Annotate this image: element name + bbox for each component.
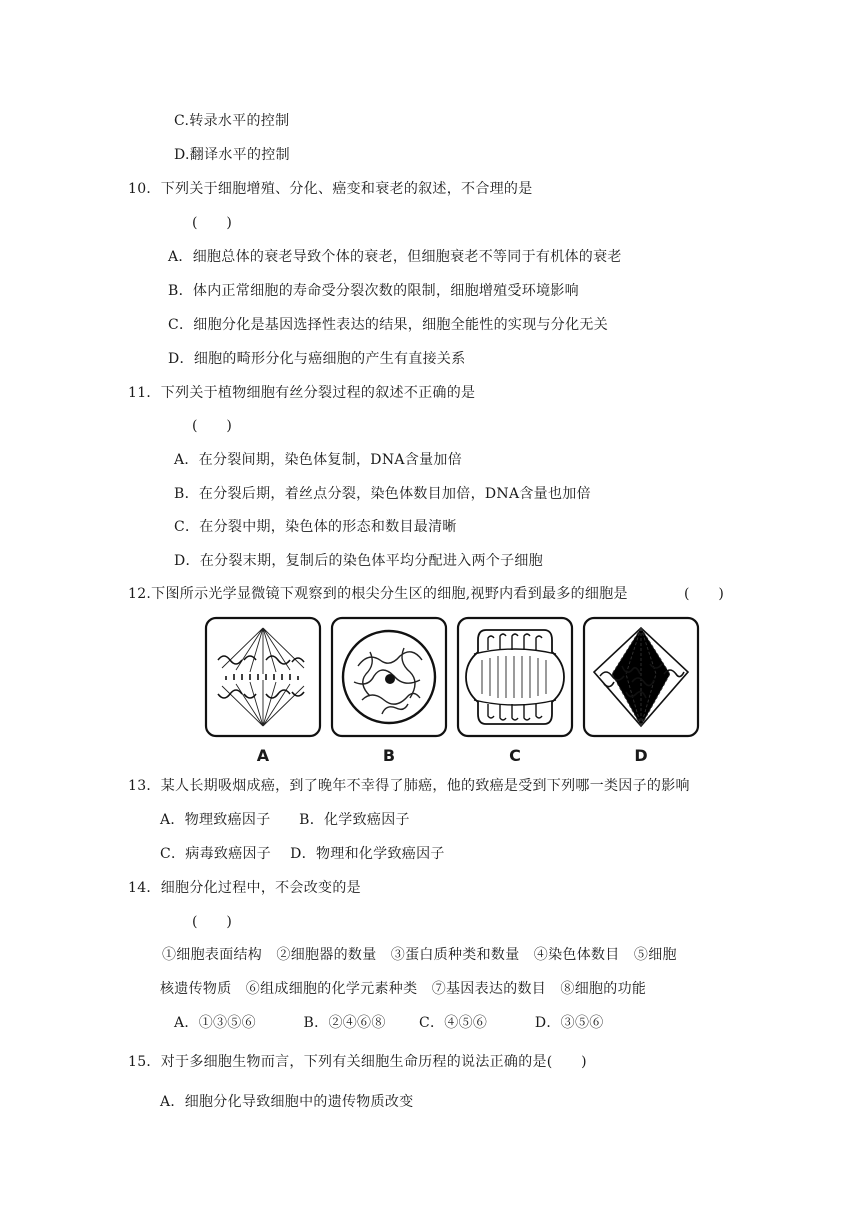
q11-option-c: C．在分裂中期，染色体的形态和数目最清晰 bbox=[174, 519, 457, 535]
q13-options-cd: C．病毒致癌因子 D．物理和化学致癌因子 bbox=[160, 846, 445, 862]
cell-diagram-d bbox=[582, 616, 700, 765]
q14-answer-paren: ( ) bbox=[192, 914, 233, 930]
q12-stem: 12.下图所示光学显微镜下观察到的根尖分生区的细胞,视野内看到最多的细胞是 bbox=[128, 586, 628, 602]
q12-answer-paren: ( ) bbox=[684, 586, 725, 602]
q14-options: A．①③⑤⑥ B．②④⑥⑧ C．④⑤⑥ D．③⑤⑥ bbox=[174, 1015, 604, 1031]
q13-options-ab: A．物理致癌因子 B．化学致癌因子 bbox=[160, 812, 410, 828]
q9-option-c: C.转录水平的控制 bbox=[174, 113, 290, 129]
mitosis-figure bbox=[200, 616, 720, 766]
q10-option-b: B．体内正常细胞的寿命受分裂次数的限制，细胞增殖受环境影响 bbox=[168, 283, 579, 299]
q11-option-a: A．在分裂间期，染色体复制，DNA含量加倍 bbox=[174, 452, 462, 468]
q9-option-d: D.翻译水平的控制 bbox=[174, 147, 290, 163]
q10-stem: 10．下列关于细胞增殖、分化、癌变和衰老的叙述，不合理的是 bbox=[128, 181, 533, 197]
q11-option-b: B．在分裂后期，着丝点分裂，染色体数目加倍，DNA含量也加倍 bbox=[174, 486, 591, 502]
q10-option-c: C．细胞分化是基因选择性表达的结果，细胞全能性的实现与分化无关 bbox=[168, 317, 609, 333]
q15-stem: 15．对于多细胞生物而言，下列有关细胞生命历程的说法正确的是( ) bbox=[128, 1054, 587, 1070]
q10-option-d: D．细胞的畸形分化与癌细胞的产生有直接关系 bbox=[168, 351, 466, 367]
label-a: A bbox=[256, 746, 270, 765]
cell-diagram-a bbox=[204, 616, 322, 765]
cell-diagram-b bbox=[330, 616, 448, 765]
q11-stem: 11．下列关于植物细胞有丝分裂过程的叙述不正确的是 bbox=[128, 385, 476, 401]
q13-stem: 13．某人长期吸烟成癌，到了晚年不幸得了肺癌，他的致癌是受到下列哪一类因子的影响 bbox=[128, 778, 690, 794]
q14-items-line2: 核遗传物质 ⑥组成细胞的化学元素种类 ⑦基因表达的数目 ⑧细胞的功能 bbox=[160, 981, 647, 997]
q15-option-a: A．细胞分化导致细胞中的遗传物质改变 bbox=[160, 1094, 414, 1110]
label-c: C bbox=[509, 746, 521, 765]
q11-option-d: D．在分裂末期，复制后的染色体平均分配进入两个子细胞 bbox=[174, 553, 544, 569]
q14-stem: 14．细胞分化过程中，不会改变的是 bbox=[128, 880, 361, 896]
q14-items-line1: ①细胞表面结构 ②细胞器的数量 ③蛋白质种类和数量 ④染色体数目 ⑤细胞 bbox=[162, 947, 677, 963]
q10-option-a: A．细胞总体的衰老导致个体的衰老，但细胞衰老不等同于有机体的衰老 bbox=[168, 249, 622, 265]
label-b: B bbox=[382, 746, 396, 765]
label-d: D bbox=[634, 746, 648, 765]
q11-answer-paren: ( ) bbox=[192, 418, 233, 434]
q10-answer-paren: ( ) bbox=[192, 215, 233, 231]
cell-diagram-c bbox=[456, 616, 574, 765]
